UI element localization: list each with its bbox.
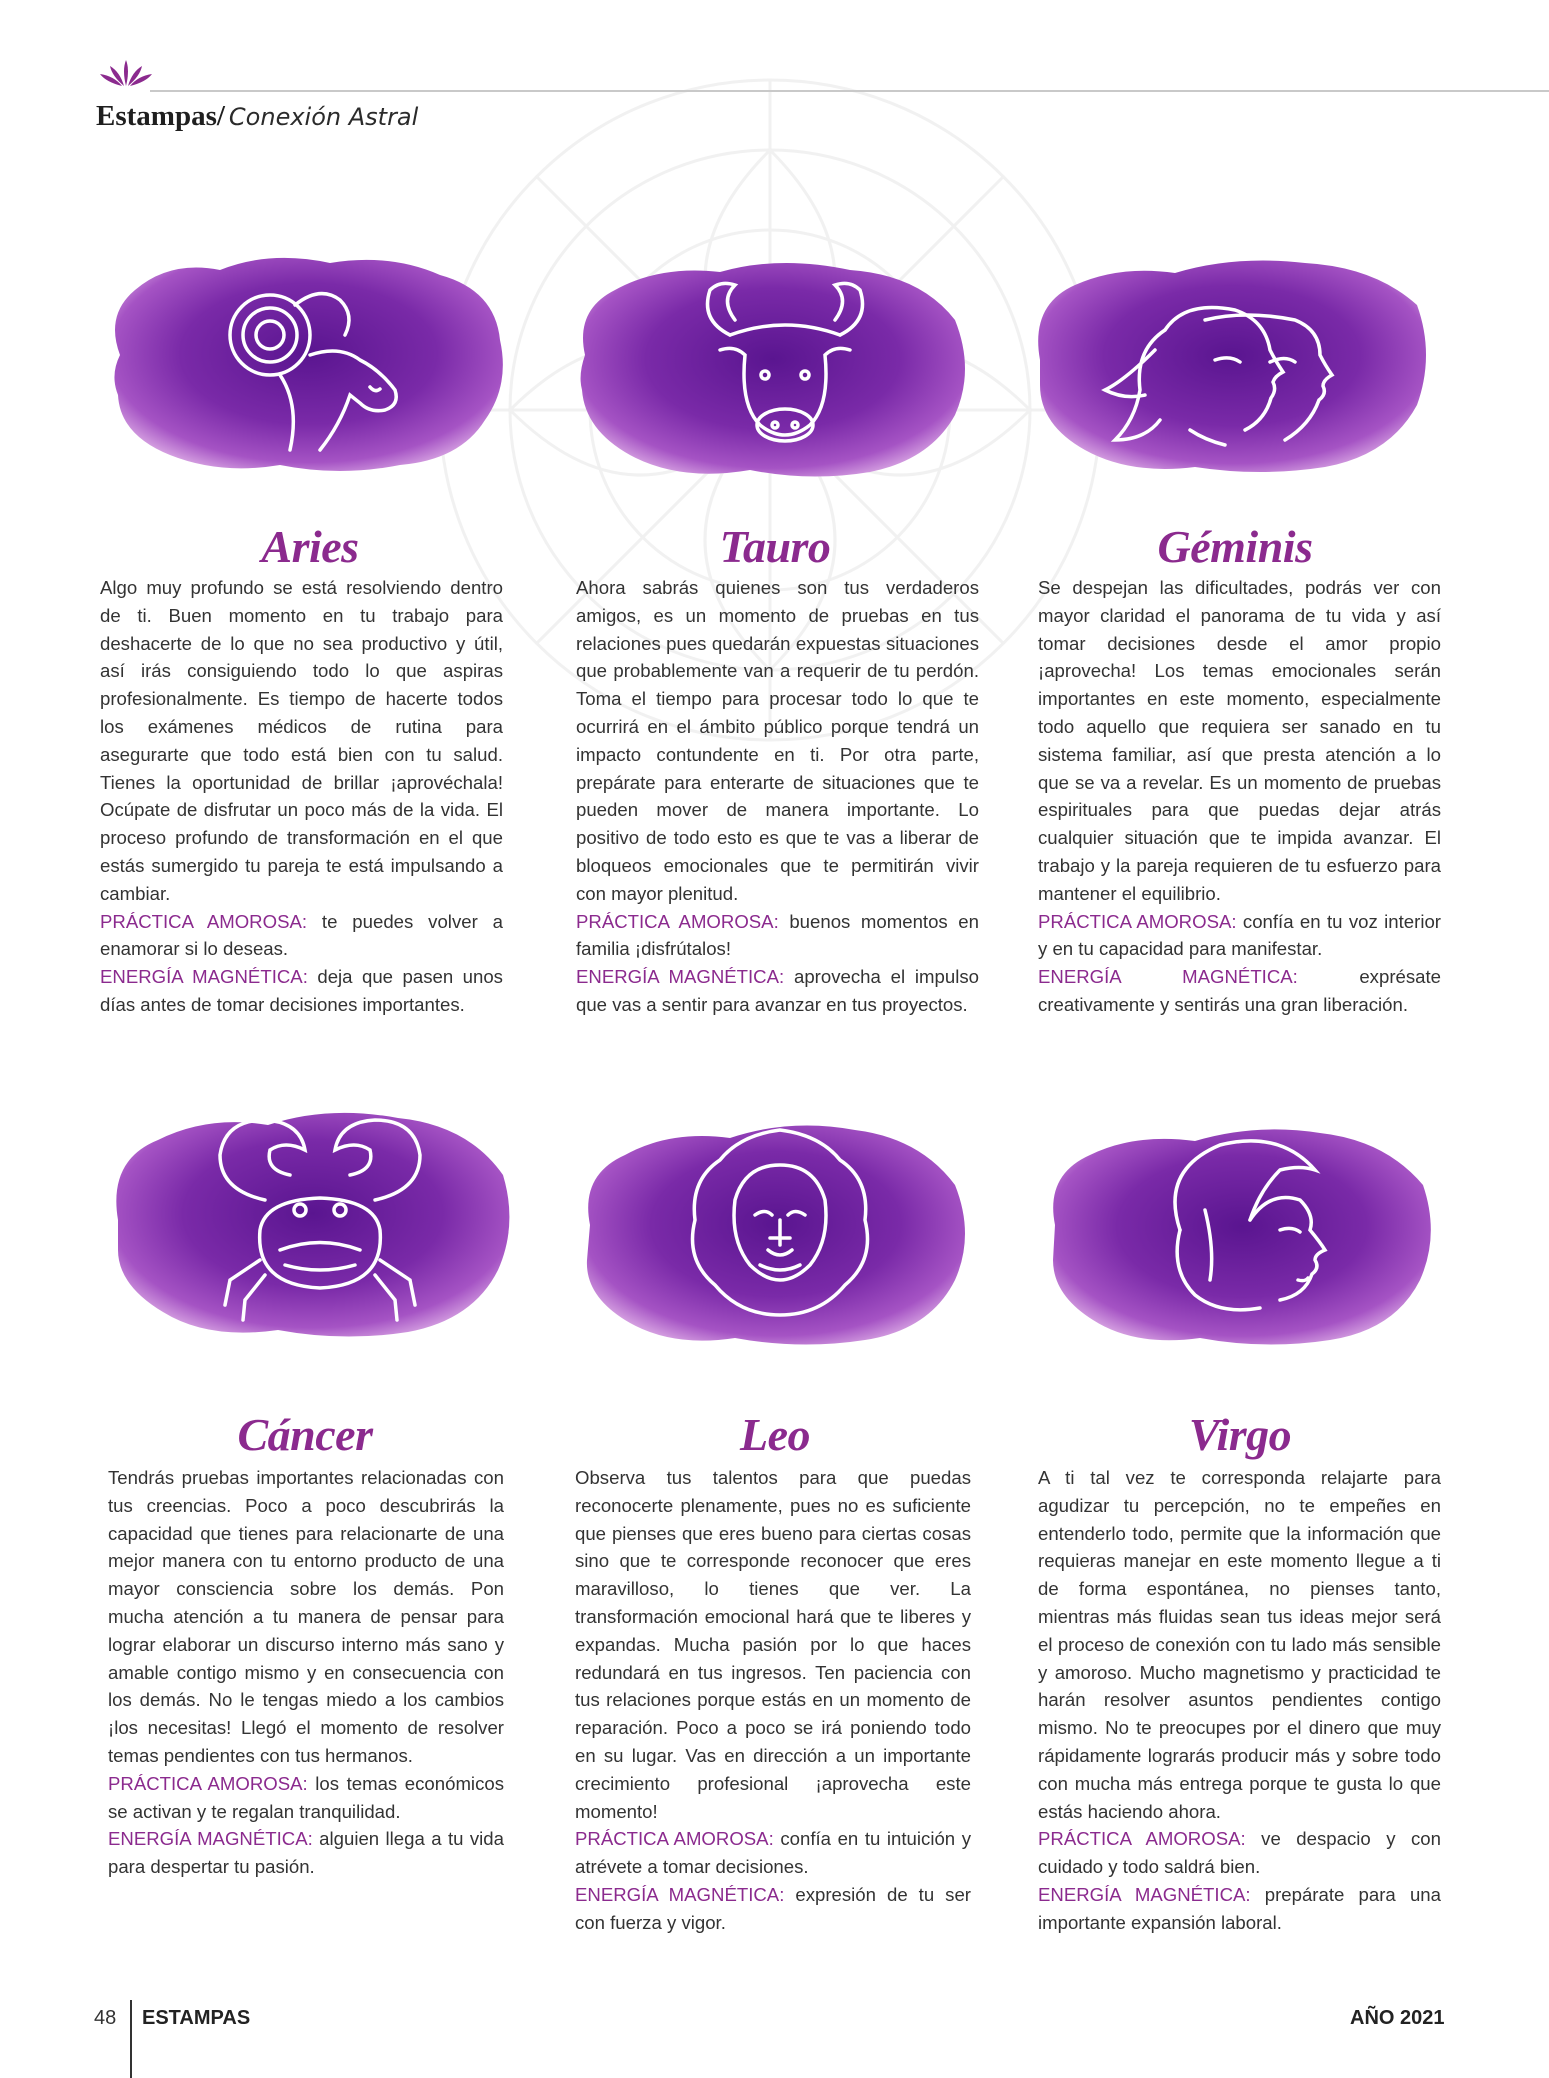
horoscope-text: Ahora sabrás quienes son tus verdaderos amigos, es un momento de pruebas en tus relaciones pues quedarán expuestas situaciones que probablemente van a requerir de tu perdón. Toma el tiempo para procesar todo lo que te ocurrirá en el ámbito público porque tendrá un impacto contundente en ti. Por otra parte, prepárate para enterarte de situaciones que te pueden mover de manera importante. Lo positivo de todo esto es que te vas a liberar de bloqueos emocionales que te permitirán vivir con mayor plenitud. [576,577,979,904]
energy-forecast [575,1881,971,1937]
energy-label: ENERGÍA MAGNÉTICA: [576,966,785,988]
love-forecast [1038,1825,1441,1881]
energy-text: alguien llega a tu vida para despertar tu pasión. [108,1828,504,1878]
love-text: confía en tu voz interior y en tu capacidad para manifestar. [1038,910,1441,960]
energy-text: exprésate creativamente y sentirás una gran liberación. [1038,966,1441,1015]
love-label: PRÁCTICA AMOROSA: [1038,910,1237,932]
sign-title: Virgo [1188,1409,1292,1460]
energy-forecast [100,963,503,1019]
crab-icon [205,1110,435,1330]
love-text: los temas económicos se activan y te regalan tranquilidad. [108,1772,504,1822]
issue-year: AÑO 2021 [1350,2007,1445,2029]
header-rule [150,90,1549,92]
sign-title: Tauro [719,521,831,572]
love-text: buenos momentos en familia ¡disfrútalos! [576,910,979,960]
sign-description [1038,574,1441,1019]
horoscope-text: Observa tus talentos para que puedas reconocerte plenamente, pues no es suficiente que pienses que eres bueno para ciertas cosas sino que te corresponde reconocer que eres maravilloso, lo tienes que ver. La transformación emocional hará que te liberes y expandas. Mucha pasión por lo que haces redundará en tus ingresos. Ten paciencia con tus relaciones porque estás en un momento de reparación. Poco a poco se irá poniendo todo en su lugar. Vas en dirección a un importante crecimiento profesional ¡aprovecha este momento! [575,1467,971,1822]
horoscope-text: Algo muy profundo se está resolviendo dentro de ti. Buen momento en tu trabajo para deshacerte de lo que no sea productivo y útil, así irás consiguiendo todo lo que aspiras profesionalmente. Es tiempo de hacerte todos los exámenes médicos de rutina para asegurarte que todo está bien con tu salud. Tienes la oportunidad de brillar ¡aprovéchala! Ocúpate de disfrutar un poco más de la vida. El proceso profundo de transformación en el que estás sumergido tu pareja te está impulsando a cambiar. [100,577,503,904]
bull-head-icon [690,275,880,455]
love-label: PRÁCTICA AMOROSA: [1038,1828,1246,1850]
horoscope-text: Se despejan las dificultades, podrás ver con mayor claridad el panorama de tu vida y así tomar decisiones desde el amor propio ¡aprovecha! Los temas emocionales serán importantes en este momento, especialmente todo aquello que requiera ser sanado en tu sistema familiar, así que presta atención a lo que se va a revelar. Es un momento de pruebas espirituales para que puedas dejar atrás cualquier situación que te impida avanzar. El trabajo y la pareja requieren de tu esfuerzo para mantener el equilibrio. [1038,577,1441,904]
energy-label: ENERGÍA MAGNÉTICA: [108,1828,313,1850]
love-label: PRÁCTICA AMOROSA: [576,910,779,932]
love-label: PRÁCTICA AMOROSA: [575,1828,774,1850]
energy-label: ENERGÍA MAGNÉTICA: [100,966,308,988]
sign-title: Cáncer [237,1409,373,1460]
love-forecast [100,908,503,964]
sign-title: Leo [739,1409,810,1460]
sign-description [576,574,979,1019]
sign-description [1038,1464,1441,1937]
energy-label: ENERGÍA MAGNÉTICA: [575,1883,785,1905]
energy-text: prepárate para una importante expansión laboral. [1038,1883,1441,1933]
footer-divider [130,2000,132,2078]
love-label: PRÁCTICA AMOROSA: [108,1772,308,1794]
sign-description [575,1464,971,1937]
energy-forecast [108,1825,504,1881]
love-text: confía en tu intuición y atrévete a tomar decisiones. [575,1828,972,1878]
love-forecast [108,1770,504,1826]
header-separator: / [216,100,225,132]
sign-title: Géminis [1157,521,1313,572]
energy-forecast [1038,963,1441,1019]
energy-text: expresión de tu ser con fuerza y vigor. [575,1883,971,1933]
page-number: 48 [94,2007,117,2029]
ram-head-icon [210,275,410,455]
energy-forecast [576,963,979,1019]
horoscope-text: Tendrás pruebas importantes relacionadas con tus creencias. Poco a poco descubrirás la capacidad que tienes para relacionarte de una mejor manera con tu entorno producto de una mayor consciencia sobre los demás. Pon mucha atención a tu manera de pensar para lograr elaborar un discurso interno más sano y amable contigo mismo y en consecuencia con los demás. No le tengas miedo a los cambios ¡los necesitas! Llegó el momento de resolver temas pendientes con tus hermanos. [108,1467,504,1766]
energy-text: aprovecha el impulso que vas a sentir para avanzar en tus proyectos. [576,966,979,1015]
energy-label: ENERGÍA MAGNÉTICA: [1038,966,1298,988]
section-name: Estampas [96,100,217,132]
maiden-face-icon [1150,1130,1350,1320]
twins-faces-icon [1095,290,1345,450]
sign-description [100,574,503,1019]
love-forecast [575,1825,971,1881]
section-header [96,100,418,133]
sign-description [108,1464,504,1881]
energy-label: ENERGÍA MAGNÉTICA: [1038,1883,1251,1905]
love-text: ve despacio y con cuidado y todo saldrá bien. [1038,1828,1441,1878]
lion-head-icon [680,1120,880,1320]
magazine-name: ESTAMPAS [142,2007,251,2029]
energy-forecast [1038,1881,1441,1937]
energy-text: deja que pasen unos días antes de tomar decisiones importantes. [100,966,503,1015]
sign-title: Aries [261,521,359,572]
love-forecast [576,908,979,964]
love-forecast [1038,908,1441,964]
subsection-name: Conexión Astral [228,103,419,131]
lotus-ornament-icon [96,58,156,88]
horoscope-text: A ti tal vez te corresponda relajarte para agudizar tu percepción, no te empeñes en entenderlo todo, permite que la información que requieras manejar en este momento llegue a ti de forma espontánea, no pienses tanto, mientras más fluidas sean tus ideas mejor será el proceso de conexión con tu lado más sensible y amoroso. Mucho magnetismo y practicidad te harán resolver asuntos pendientes contigo mismo. No te preocupes por el dinero que muy rápidamente lograrás producir más y sobre todo con mucha más entrega porque te gusta lo que estás haciendo ahora. [1038,1467,1441,1822]
love-text: te puedes volver a enamorar si lo deseas. [100,910,503,960]
love-label: PRÁCTICA AMOROSA: [100,910,308,932]
